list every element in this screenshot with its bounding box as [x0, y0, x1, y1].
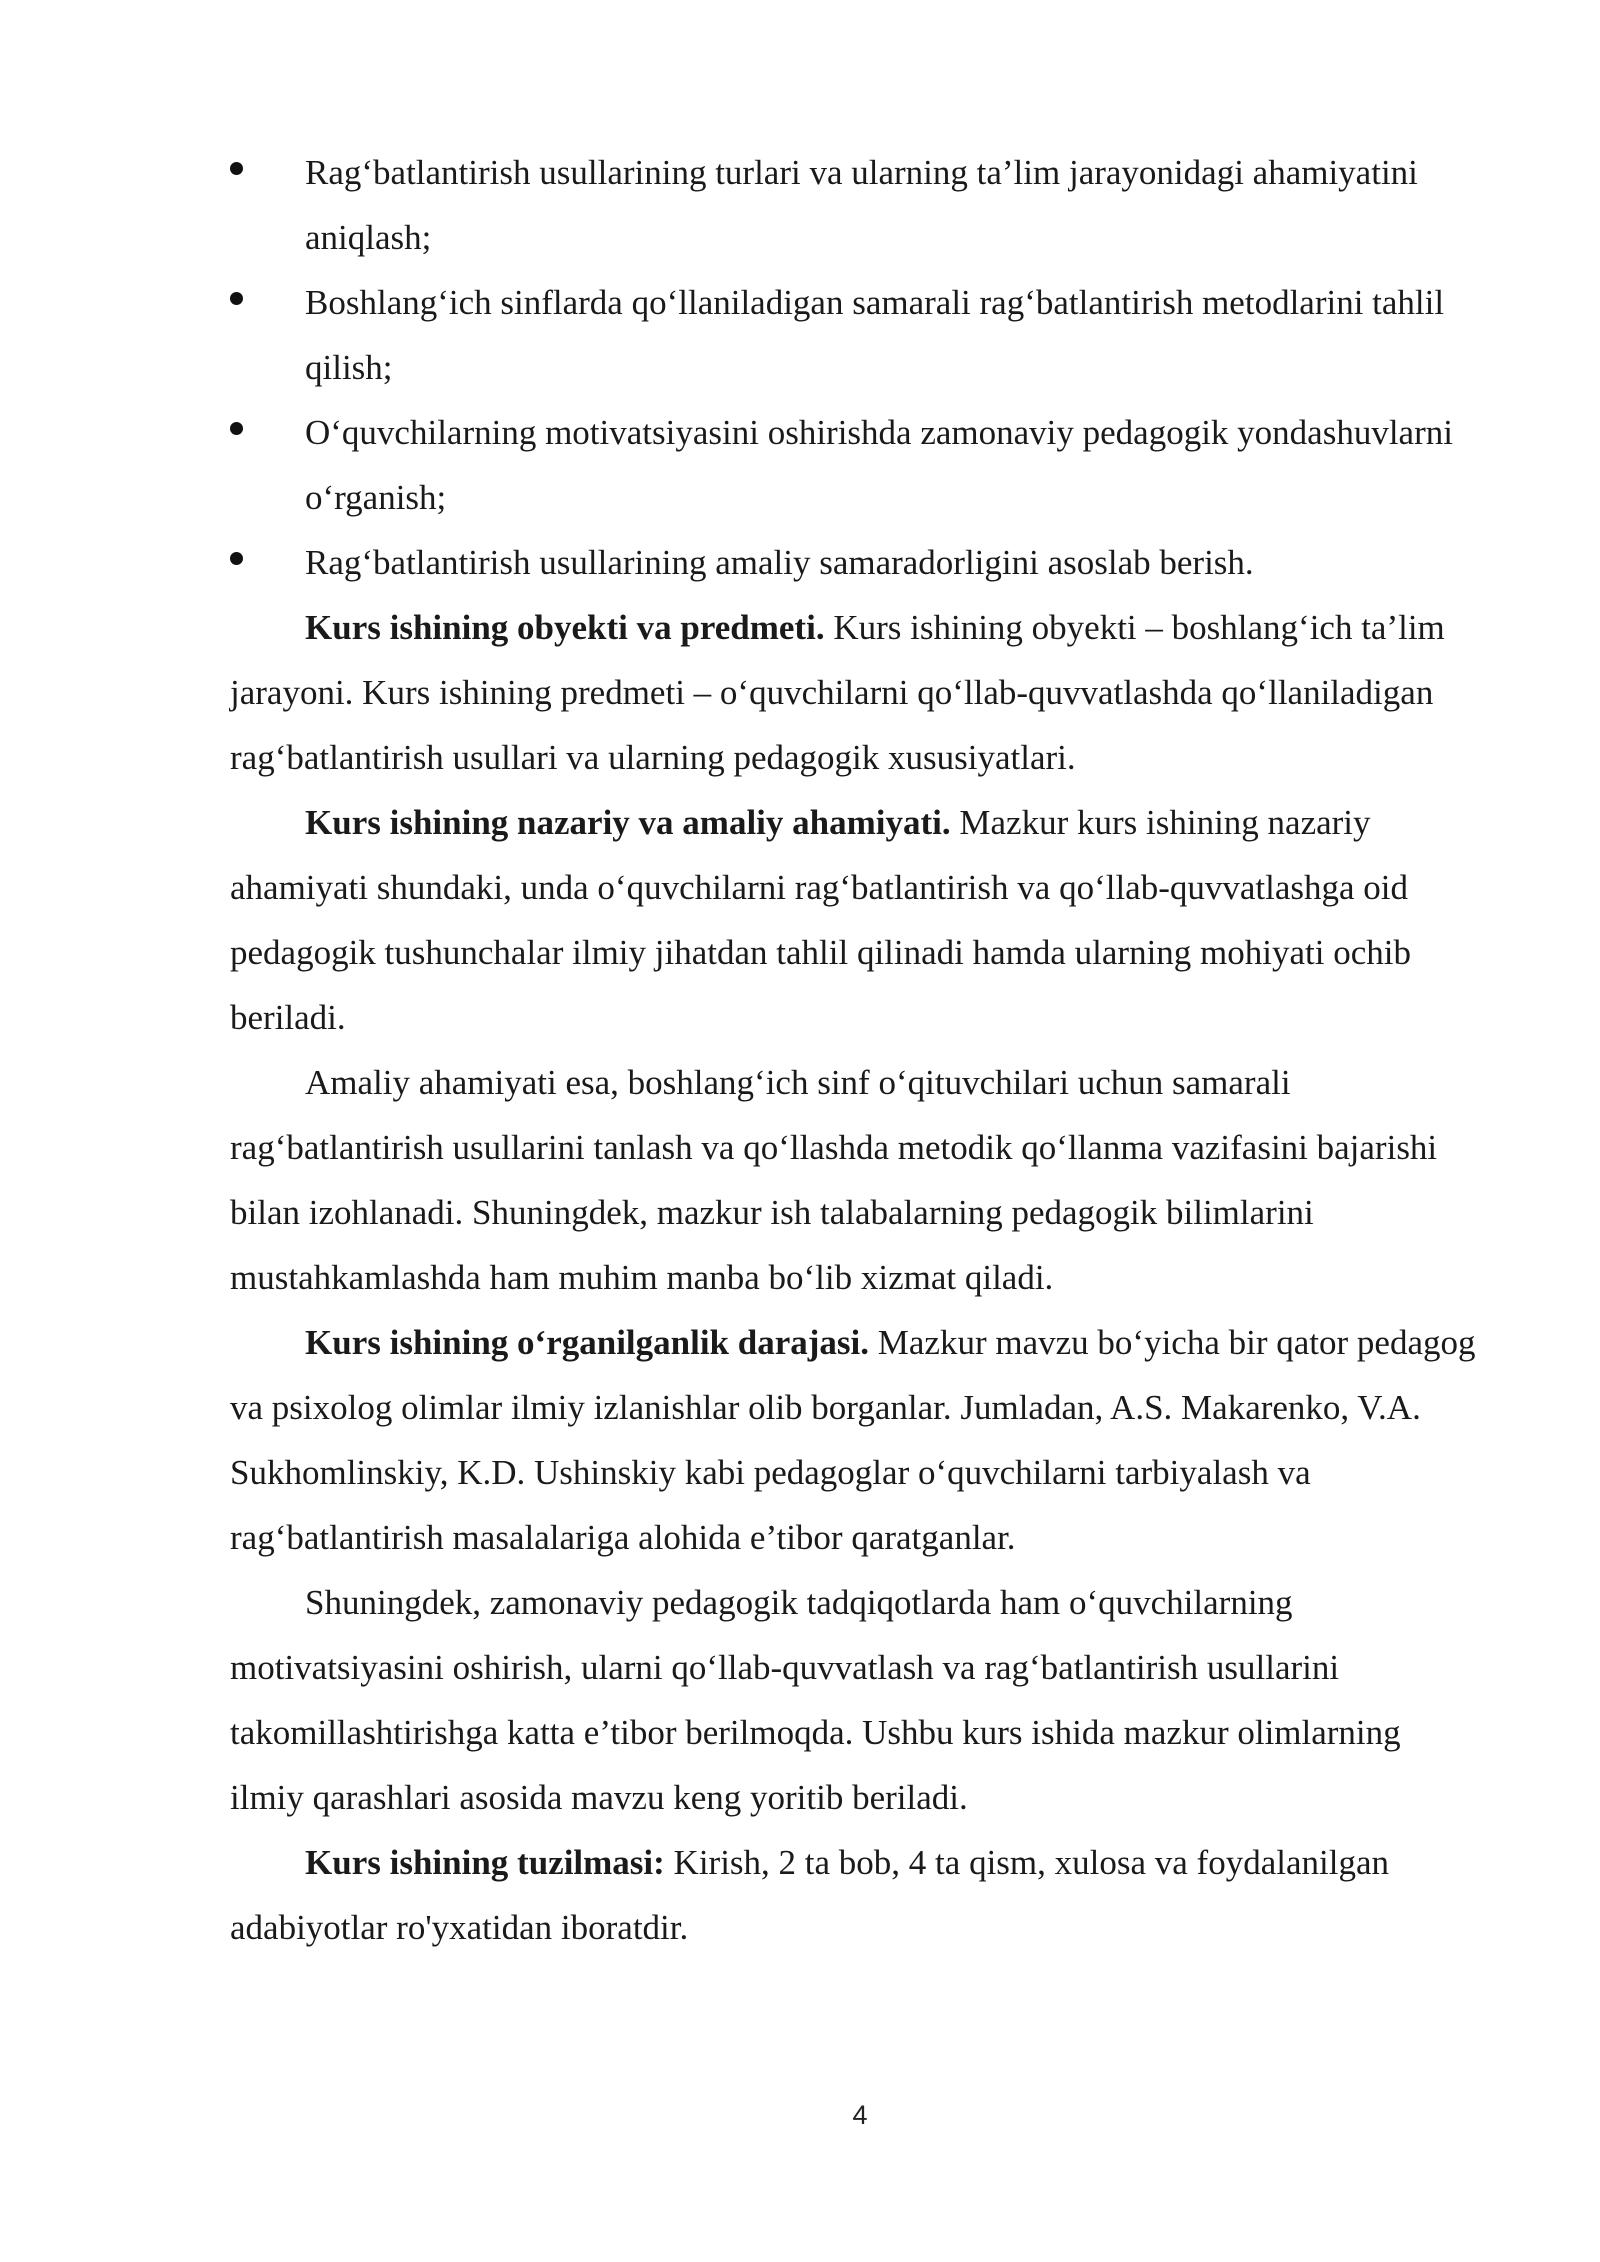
significance-paragraph [230, 790, 1480, 1050]
list-item [230, 140, 1480, 270]
list-item [230, 530, 1480, 595]
page-number: 4 [852, 2100, 868, 2130]
list-item-text: Rag‘batlantirish usullarining turlari va ularning ta’lim jarayonidagi ahamiyatini aniqlash; [305, 153, 1418, 257]
object-text: Kurs ishining obyekti – boshlang‘ich ta’lim jarayoni. Kurs ishining predmeti – o‘quvchilarni qo‘llab-quvvatlashda qo‘llaniladigan rag‘batlantirish usullari va ularning pedagogik xususiyatlari. [230, 608, 1445, 777]
significance-text: Mazkur kurs ishining nazariy ahamiyati shundaki, unda o‘quvchilarni rag‘batlantirish va qo‘llab-quvvatlashga oid pedagogik tushunchalar ilmiy jihatdan tahlil qilinadi hamda ularning mohiyati ochib beriladi. [230, 803, 1411, 1037]
goals-list [230, 140, 1480, 595]
studied-paragraph [230, 1310, 1480, 1570]
bullet-icon [230, 552, 243, 565]
list-item-text: Boshlang‘ich sinflarda qo‘llaniladigan samarali rag‘batlantirish metodlarini tahlil qilish; [305, 283, 1445, 387]
list-item-text: Rag‘batlantirish usullarining amaliy samaradorligini asoslab berish. [305, 543, 1254, 582]
list-item [230, 400, 1480, 530]
list-item [230, 270, 1480, 400]
bullet-icon [230, 292, 243, 305]
object-paragraph [230, 595, 1480, 790]
bullet-icon [230, 162, 243, 175]
studied-text: Mazkur mavzu bo‘yicha bir qator pedagog va psixolog olimlar ilmiy izlanishlar olib borganlar. Jumladan, A.S. Makarenko, V.A. Sukhomlinskiy, K.D. Ushinskiy kabi pedagoglar o‘quvchilarni tarbiyalash va rag‘batlantirish masalalariga alohida e’tibor qaratganlar. [230, 1323, 1476, 1557]
list-item-text: O‘quvchilarning motivatsiyasini oshirishda zamonaviy pedagogik yondashuvlarni o‘rganish; [305, 413, 1453, 517]
practical-paragraph [230, 1050, 1480, 1310]
structure-text: Kirish, 2 ta bob, 4 ta qism, xulosa va foydalanilgan adabiyotlar ro'yxatidan iboratdir. [230, 1843, 1389, 1947]
structure-heading: Kurs ishining tuzilmasi: [305, 1843, 665, 1882]
studied-heading: Kurs ishining o‘rganilganlik darajasi. [305, 1323, 870, 1362]
bullet-icon [230, 422, 243, 435]
practical-text: Amaliy ahamiyati esa, boshlang‘ich sinf o‘qituvchilari uchun samarali rag‘batlantirish usullarini tanlash va qo‘llashda metodik qo‘llanma vazifasini bajarishi bilan izohlanadi. Shuningdek, mazkur ish talabalarning pedagogik bilimlarini mustahkamlashda ham muhim manba bo‘lib xizmat qiladi. [230, 1063, 1438, 1297]
significance-heading: Kurs ishining nazariy va amaliy ahamiyati. [305, 803, 951, 842]
structure-paragraph [230, 1830, 1480, 1960]
object-heading: Kurs ishining obyekti va predmeti. [305, 608, 825, 647]
modern-text: Shuningdek, zamonaviy pedagogik tadqiqotlarda ham o‘quvchilarning motivatsiyasini oshirish, ularni qo‘llab-quvvatlash va rag‘batlantirish usullarini takomillashtirishga katta e’tibor berilmoqda. Ushbu kurs ishida mazkur olimlarning ilmiy qarashlari asosida mavzu keng yoritib beriladi. [230, 1583, 1401, 1817]
document-page [230, 140, 1480, 1960]
modern-paragraph [230, 1570, 1480, 1830]
